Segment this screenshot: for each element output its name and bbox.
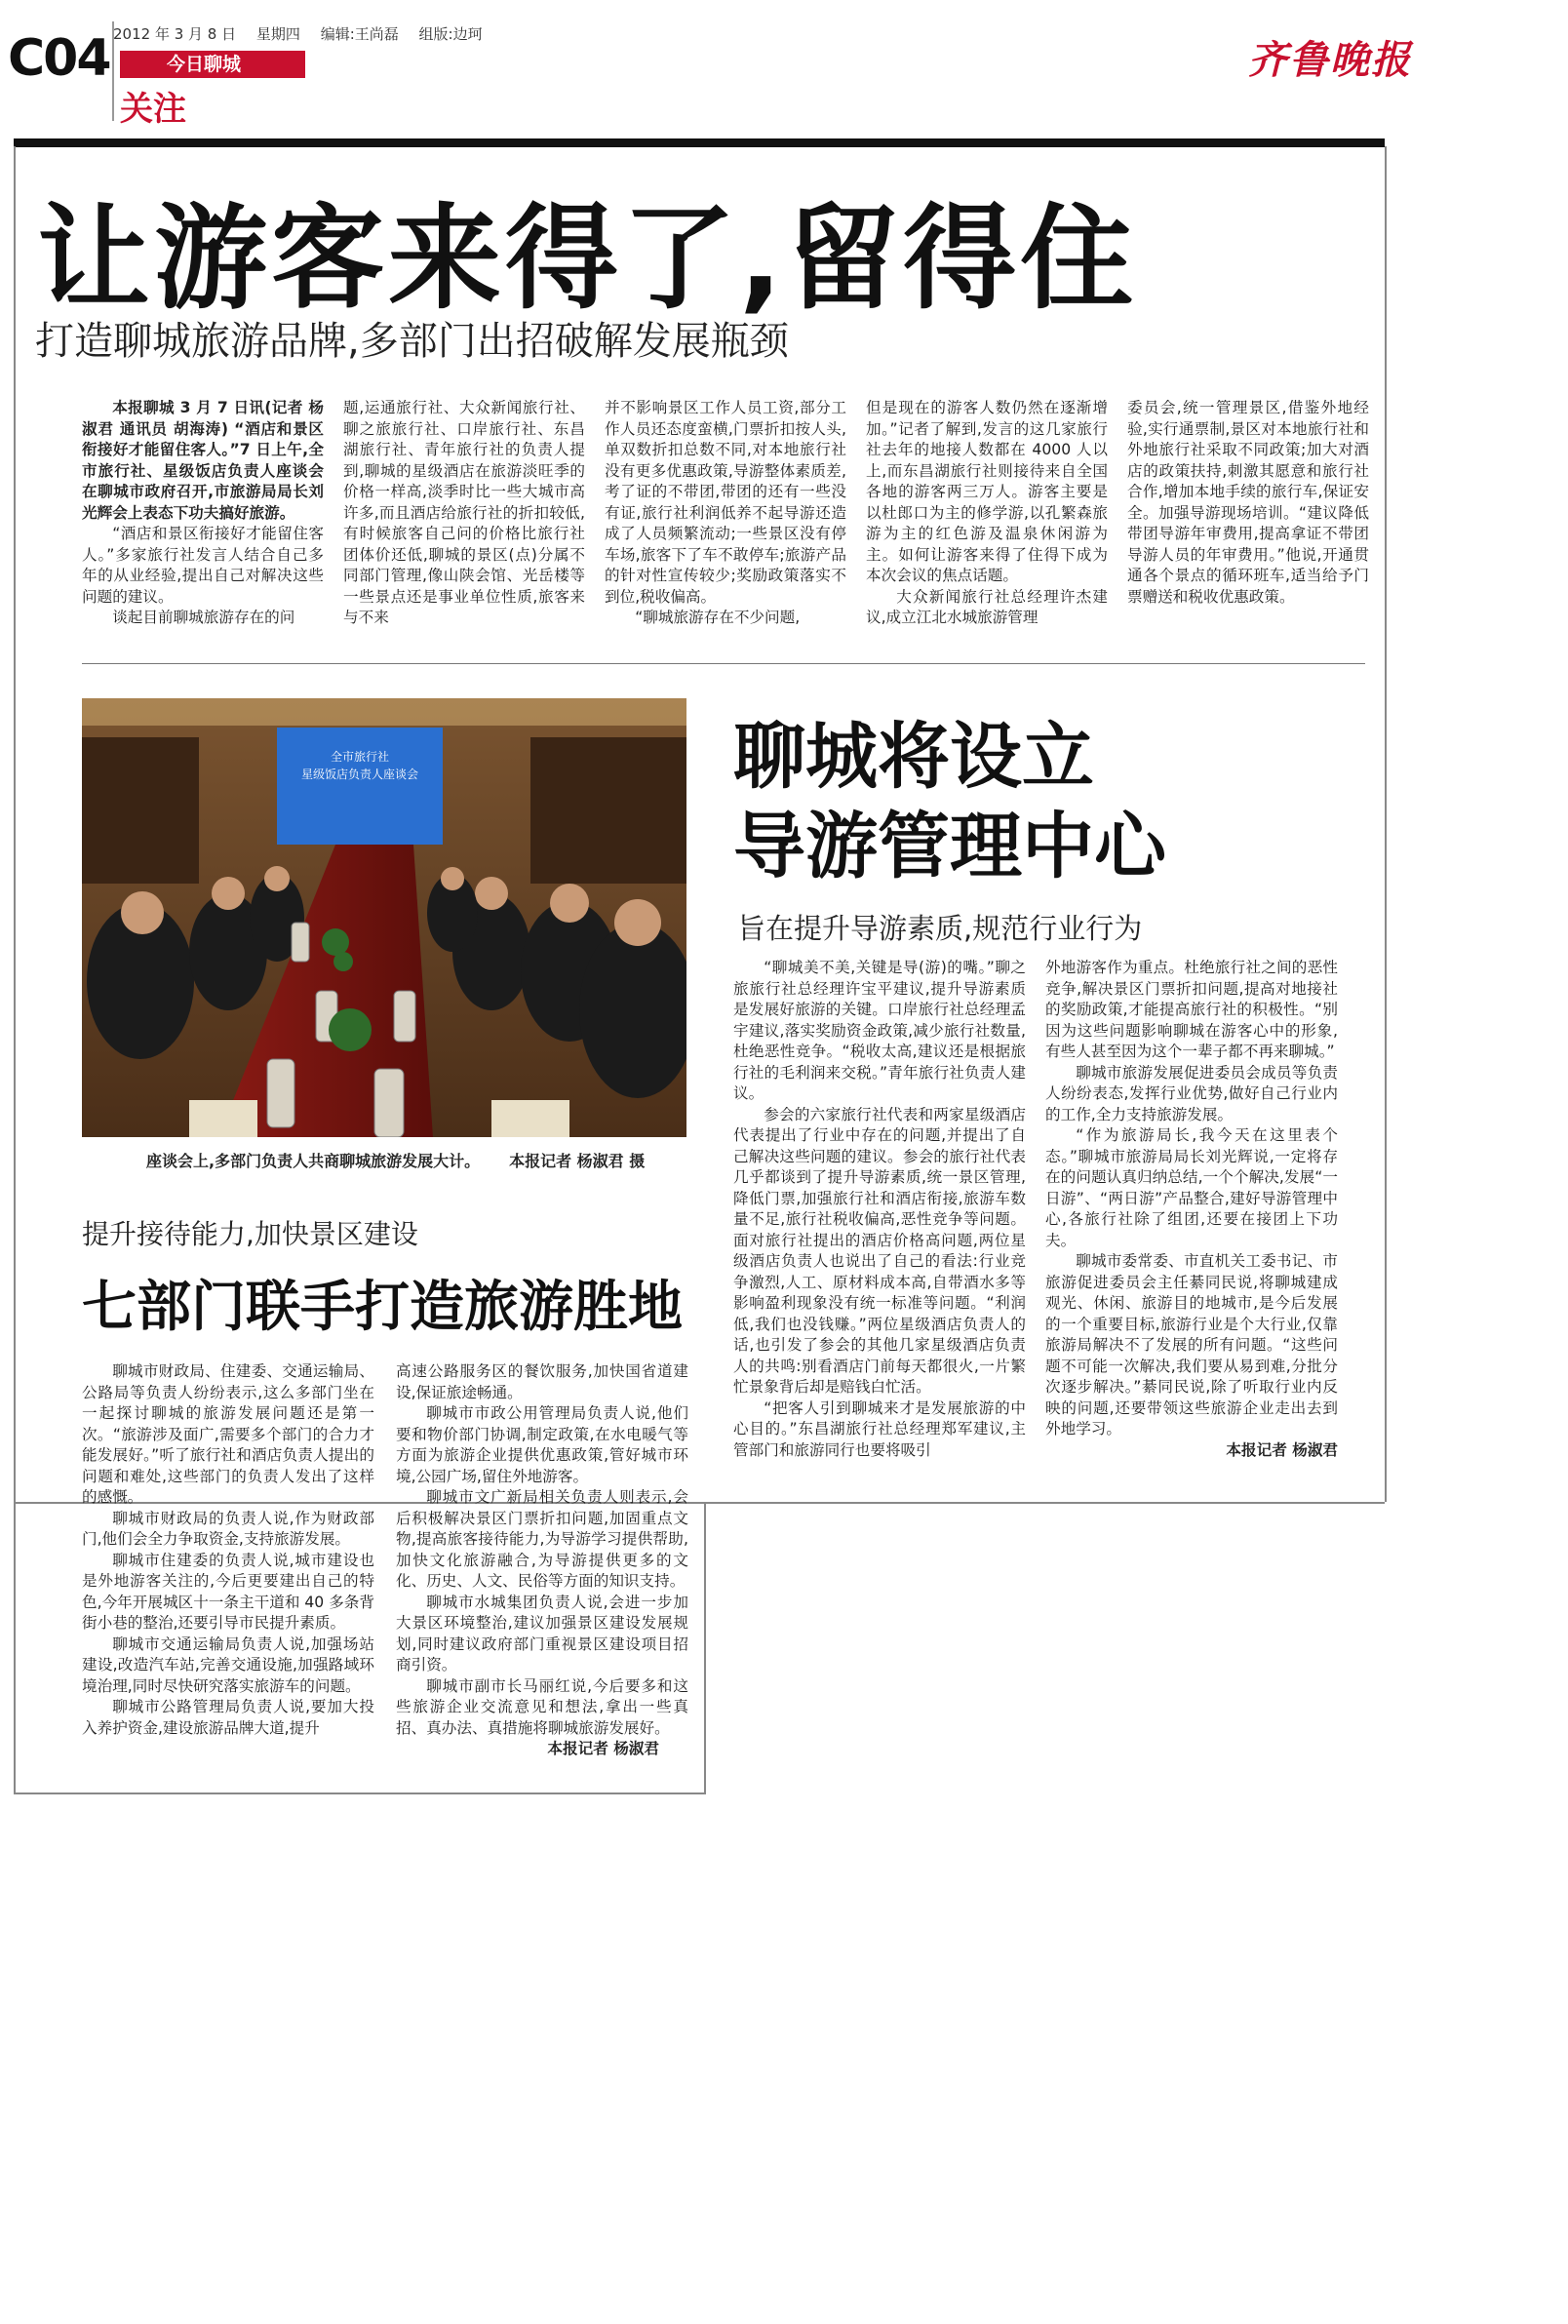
paragraph: 聊城市财政局、住建委、交通运输局、公路局等负责人纷纷表示,这么多部门坐在一起探讨聊城的旅游发展问题还是第一次。“旅游涉及面广,需要多个部门的合力才能发展好。”听了旅行社和酒店负责人提出的问题和难处,这些部门的负责人发出了这样的感慨。: [82, 1362, 374, 1506]
meeting-photo-illustration: [82, 698, 686, 1137]
masthead-logo: 齐鲁晚报: [1248, 37, 1412, 83]
caption-text: 座谈会上,多部门负责人共商聊城旅游发展大计。: [146, 1152, 481, 1170]
paragraph: 委员会,统一管理景区,借鉴外地经验,实行通票制,景区对本地旅行社和外地旅行社采取不同政策;加大对酒店的政策扶持,刺激其愿意和旅行社合作,增加本地手续的旅行车,保证安全。加强导游现场培训。“建议降低带团导游年审费用,提高拿证不带团导游人员的年审费用。”他说,开通贯通各个景点的循环班车,适当给予门票赠送和税收优惠政策。: [1127, 399, 1369, 606]
paragraph: 本报聊城 3 月 7 日讯(记者 杨淑君 通讯员 胡海涛) “酒店和景区衔接好才能留住客人。”7 日上午,全市旅行社、星级饭店负责人座谈会在聊城市政府召开,市旅游局局长刘光辉会上表态下功夫搞好旅游。: [82, 399, 324, 522]
paragraph: 聊城市文广新局相关负责人则表示,会后积极解决景区门票折扣问题,加固重点文物,提高旅客接待能力,为导游学习提供帮助,加快文化旅游融合,为导游提供更多的文化、历史、人文、民俗等方面的知识支持。: [396, 1488, 688, 1590]
paragraph: 高速公路服务区的餐饮服务,加快国省道建设,保证旅途畅通。: [396, 1362, 688, 1401]
banner-line-1: 全市旅行社: [330, 750, 390, 764]
paragraph: 但是现在的游客人数仍然在逐渐增加。”记者了解到,发言的这几家旅行社去年的地接人数都在 4000 人以上,而东昌湖旅行社则接待来自全国各地的游客两三万人。游客主要是以杜郎口为主的修学游,以孔繁森旅游为主的红色游及温泉休闲游为主。如何让游客来得了住得下成为本次会议的焦点话题。: [866, 399, 1108, 584]
frame-left-lower: [14, 1502, 16, 1794]
paragraph: 参会的六家旅行社代表和两家星级酒店代表提出了行业中存在的问题,并提出了自己解决这些问题的建议。参会的旅行社代表几乎都谈到了提升导游素质,统一景区管理,降低门票,加强旅行社和酒店衔接,旅游车数量不足,旅行社税收偏高,恶性竞争等问题。面对旅行社提出的酒店价格高问题,两位星级酒店负责人也说出了自己的看法:行业竞争激烈,人工、原材料成本高,自带酒水多等影响盈利现象没有统一标准等问题。“利润低,我们也没钱赚。”两位星级酒店负责人的话,也引发了参会的其他几家星级酒店负责人的共鸣:别看酒店门前每天都很火,一片繁忙景象背后却是赔钱白忙活。: [733, 1105, 1026, 1396]
layout-credit: 组版:边珂: [418, 25, 483, 43]
paragraph: 大众新闻旅行社总经理许杰建议,成立江北水城旅游管理: [866, 587, 1108, 626]
paragraph: 聊城市委常委、市直机关工委书记、市旅游促进委员会主任綦同民说,将聊城建成观光、休闲、旅游目的地城市,是今后发展的一个重要目标,旅游行业是个大行业,仅靠旅游局解决不了发展的所有问题。“这些问题不可能一次解决,我们要从易到难,分批分次逐步解决。”綦同民说,除了听取行业内反映的问题,还要带领这些旅游企业走出去到外地学习。: [1045, 1252, 1338, 1438]
editor: 编辑:王尚磊: [320, 25, 399, 43]
paragraph: “聊城美不美,关键是导(游)的嘴。”聊之旅旅行社总经理许宝平建议,提升导游素质是发展好旅游的关键。口岸旅行社总经理孟宇建议,落实奖励资金政策,减少旅行社数量,杜绝恶性竞争。“税收太高,建议还是根据旅行社的毛利润来交税。”青年旅行社负责人建议。: [733, 959, 1026, 1102]
page-number: C04: [8, 29, 110, 88]
paragraph: “聊城旅游存在不少问题,: [635, 609, 801, 626]
story2-headline-line-2: 导游管理中心: [733, 805, 1166, 888]
paragraph: “酒店和景区衔接好才能留住客人。”多家旅行社发言人结合自己多年的从业经验,提出自己对解决这些问题的建议。: [82, 525, 324, 606]
paragraph: 聊城市旅游发展促进委员会成员等负责人纷纷表态,发挥行业优势,做好自己行业内的工作,全力支持旅游发展。: [1045, 1063, 1338, 1123]
lead-headline: 让游客来得了,留得住: [37, 193, 1138, 325]
paragraph: “作为旅游局长,我今天在这里表个态。”聊城市旅游局局长刘光辉说,一定将存在的问题认真归纳总结,一个个解决,发展“一日游”、“两日游”产品整合,建好导游管理中心,各旅行社除了组团,还要在接团上下功夫。: [1045, 1126, 1338, 1249]
paragraph: 聊城市市政公用管理局负责人说,他们要和物价部门协调,制定政策,在水电暖气等方面为旅游企业提供优惠政策,管好城市环境,公园广场,留住外地游客。: [396, 1404, 688, 1485]
paragraph: 谈起目前聊城旅游存在的问: [112, 609, 295, 626]
story3-kicker: 提升接待能力,加快景区建设: [82, 1218, 418, 1250]
lead-column-2: [343, 398, 585, 650]
paragraph: 外地游客作为重点。杜绝旅行社之间的恶性竞争,解决景区门票折扣问题,提高对地接社的奖励政策,才能提高旅行社的积极性。“别因为这些问题影响聊城在游客心中的形象,有些人甚至因为这个一辈子都不再来聊城。”: [1045, 959, 1338, 1060]
story2-headline-line-1: 聊城将设立: [733, 715, 1094, 799]
paragraph: “把客人引到聊城来才是发展旅游的中心目的。”东昌湖旅行社总经理郑军建议,主管部门和旅游同行也要将吸引: [733, 1398, 1026, 1459]
lead-column-4: [866, 398, 1108, 650]
story2-column-2: [1045, 958, 1338, 1484]
paragraph: 聊城市副市长马丽红说,今后要多和这些旅游企业交流意见和想法,拿出一些真招、真办法、真措施将聊城旅游发展好。: [396, 1676, 688, 1737]
paragraph: 并不影响景区工作人员工资,部分工作人员还态度蛮横,门票折扣按人头,单双数折扣总数不同,对本地旅行社没有更多优惠政策,导游整体素质差,考了证的不带团,带团的还有一些没有证,旅行社利润低养不起导游还造成了人员频繁流动;一些景区没有停车场,旅客下了车不敢停车;旅游产品的针对性宣传较少;奖励政策落实不到位,税收偏高。: [605, 399, 846, 606]
lead-column-3: [605, 398, 846, 650]
section-name: 关注: [120, 90, 186, 129]
story3-column-2: [396, 1361, 688, 1779]
banner-line-2: 星级饭店负责人座谈会: [300, 768, 419, 781]
meeting-photo: [82, 698, 686, 1137]
story3-column-1: [82, 1361, 374, 1779]
section-tag: 今日聊城: [120, 51, 305, 78]
story2-headline: [733, 712, 1166, 891]
photo-caption: [146, 1149, 645, 1171]
weekday: 星期四: [255, 25, 300, 43]
lead-column-5: [1127, 398, 1369, 650]
lead-subhead: 打造聊城旅游品牌,多部门出招破解发展瓶颈: [35, 319, 789, 364]
story2-byline: 本报记者 杨淑君: [1226, 1440, 1338, 1459]
paragraph: 聊城市公路管理局负责人说,要加大投入养护资金,建设旅游品牌大道,提升: [82, 1698, 374, 1737]
story2-column-1: [733, 958, 1026, 1484]
paragraph: 聊城市交通运输局负责人说,加强场站建设,改造汽车站,完善交通设施,加强路域环境治理,同时尽快研究落实旅游车的问题。: [82, 1635, 374, 1695]
frame-step: [704, 1502, 706, 1794]
date: 2012 年 3 月 8 日: [113, 25, 237, 43]
paragraph: 题,运通旅行社、大众新闻旅行社、聊之旅旅行社、口岸旅行社、东昌湖旅行社、青年旅行社的负责人提到,聊城的星级酒店在旅游淡旺季的价格一样高,淡季时比一些大城市高许多,而且酒店给旅行社的折扣较低,有时候旅客自己问的价格比旅行社团体价还低,聊城的景区(点)分属不同部门管理,像山陕会馆、光岳楼等一些景点还是事业单位性质,旅客来与不来: [343, 399, 585, 626]
paragraph: 聊城市水城集团负责人说,会进一步加大景区环境整治,建议加强景区建设发展规划,同时建议政府部门重视景区建设项目招商引资。: [396, 1593, 688, 1674]
story3-byline: 本报记者 杨淑君: [547, 1740, 659, 1757]
lead-column-1: [82, 398, 324, 650]
story3-headline: 七部门联手打造旅游胜地: [82, 1276, 683, 1339]
section-divider: [82, 663, 1365, 664]
photo-credit: 本报记者 杨淑君 摄: [509, 1152, 646, 1170]
frame-bottom-left: [14, 1792, 706, 1794]
paragraph: 聊城市住建委的负责人说,城市建设也是外地游客关注的,今后更要建出自己的特色,今年开展城区十一条主干道和 40 多条背街小巷的整治,还要引导市民提升素质。: [82, 1551, 374, 1632]
story2-subhead: 旨在提升导游素质,规范行业行为: [737, 912, 1143, 945]
paragraph: 聊城市财政局的负责人说,作为财政部门,他们会全力争取资金,支持旅游发展。: [82, 1509, 374, 1548]
dateline: [113, 23, 498, 44]
